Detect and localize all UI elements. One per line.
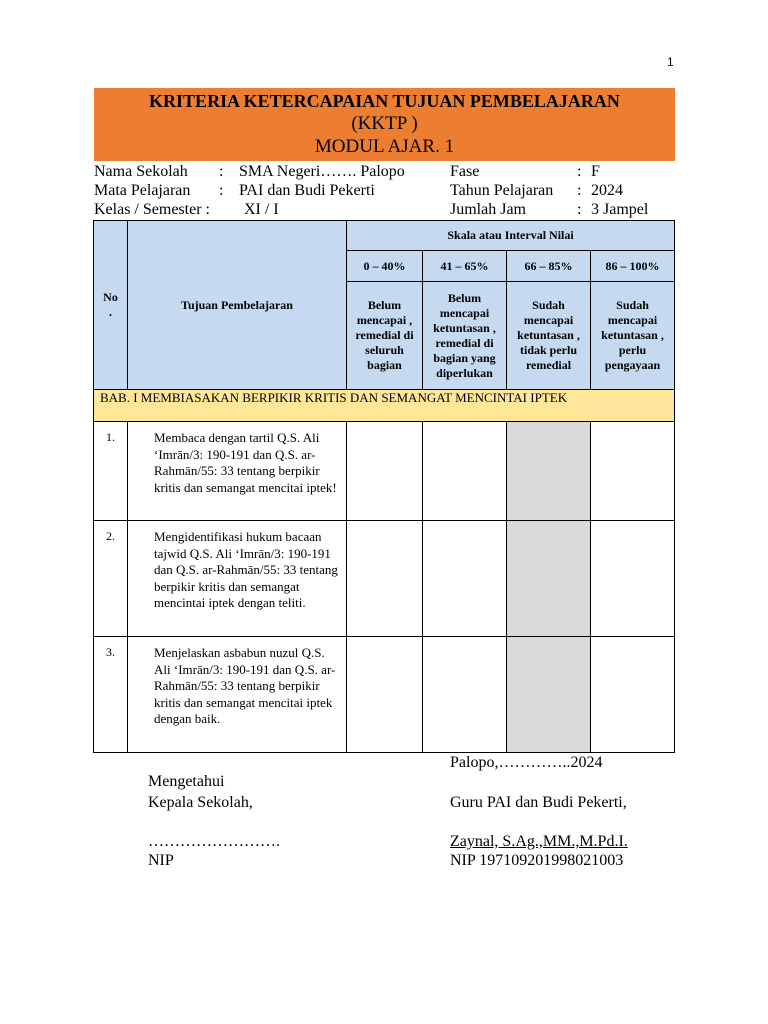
- header-range: 86 – 100%: [591, 251, 675, 282]
- info-subject-label: Mata Pelajaran: [94, 182, 191, 199]
- principal-nip: NIP: [148, 852, 174, 869]
- score-cell[interactable]: [591, 521, 675, 637]
- table-row: [94, 521, 675, 637]
- header-tujuan: Tujuan Pembelajaran: [128, 221, 347, 390]
- title-banner: [94, 88, 675, 161]
- teacher-name: Zaynal, S.Ag.,MM.,M.Pd.I.: [450, 833, 628, 850]
- info-school-sep: :: [219, 163, 224, 180]
- info-subject-sep: :: [219, 182, 224, 199]
- score-cell[interactable]: [423, 422, 507, 521]
- row-objective: Menjelaskan asbabun nuzul Q.S. Ali ‘Imrān/3: 190-191 dan Q.S. ar-Rahmān/55: 33 tentang berpikir kritis dan semangat mencitai iptek dengan baik.: [128, 637, 347, 753]
- place-date: Palopo,…………..2024: [450, 754, 603, 771]
- info-hours-sep: :: [577, 201, 582, 218]
- principal-name-placeholder: …………………….: [148, 833, 280, 850]
- header-range: 66 – 85%: [507, 251, 591, 282]
- info-class-label: Kelas / Semester :: [94, 201, 210, 218]
- row-objective: Mengidentifikasi hukum bacaan tajwid Q.S. Ali ‘Imrān/3: 190-191 dan Q.S. ar-Rahmān/55: 33 tentang berpikir kritis dan semangat mencintai iptek dengan teliti.: [128, 521, 347, 637]
- info-hours-label: Jumlah Jam: [450, 201, 526, 218]
- header-description: Belum mencapai ketuntasan , remedial di bagian yang diperlukan: [423, 282, 507, 390]
- score-cell[interactable]: [507, 637, 591, 753]
- header-description: Sudah mencapai ketuntasan , tidak perlu remedial: [507, 282, 591, 390]
- title-line-1: KRITERIA KETERCAPAIAN TUJUAN PEMBELAJARAN: [149, 91, 620, 111]
- info-subject-value: PAI dan Budi Pekerti: [239, 182, 375, 199]
- info-phase-label: Fase: [450, 163, 480, 180]
- info-year-sep: :: [577, 182, 582, 199]
- chapter-row: BAB. I MEMBIASAKAN BERPIKIR KRITIS DAN SEMANGAT MENCINTAI IPTEK: [94, 390, 675, 422]
- header-no: No .: [94, 221, 128, 390]
- score-cell[interactable]: [347, 637, 423, 753]
- row-number: 3.: [94, 637, 128, 753]
- score-cell[interactable]: [347, 521, 423, 637]
- info-school-label: Nama Sekolah: [94, 163, 188, 180]
- title-line-2: (KKTP ): [351, 113, 418, 134]
- teacher-nip: NIP 197109201998021003: [450, 852, 624, 869]
- score-cell[interactable]: [423, 637, 507, 753]
- score-cell[interactable]: [423, 521, 507, 637]
- score-cell[interactable]: [347, 422, 423, 521]
- title-line-3: MODUL AJAR. 1: [314, 136, 455, 157]
- header-scale: Skala atau Interval Nilai: [347, 221, 675, 251]
- score-cell[interactable]: [507, 521, 591, 637]
- row-objective: Membaca dengan tartil Q.S. Ali ‘Imrān/3: 190-191 dan Q.S. ar-Rahmān/55: 33 tentang berpikir kritis dan semangat mencitai iptek!: [128, 422, 347, 521]
- row-number: 1.: [94, 422, 128, 521]
- header-range: 41 – 65%: [423, 251, 507, 282]
- acknowledged-label: Mengetahui: [148, 773, 225, 790]
- row-number: 2.: [94, 521, 128, 637]
- page-number: 1: [667, 55, 674, 69]
- info-class-value: XI / I: [244, 201, 279, 218]
- principal-title: Kepala Sekolah,: [148, 794, 253, 811]
- info-school-value: SMA Negeri……. Palopo: [239, 163, 405, 180]
- header-description: Belum mencapai , remedial di seluruh bagian: [347, 282, 423, 390]
- score-cell[interactable]: [591, 422, 675, 521]
- header-description: Sudah mencapai ketuntasan , perlu pengayaan: [591, 282, 675, 390]
- table-row: [94, 422, 675, 521]
- info-year-label: Tahun Pelajaran: [450, 182, 554, 199]
- header-range: 0 – 40%: [347, 251, 423, 282]
- info-phase-sep: :: [577, 163, 582, 180]
- kktp-table: [93, 220, 675, 753]
- table-row: [94, 637, 675, 753]
- score-cell[interactable]: [591, 637, 675, 753]
- info-phase-value: F: [591, 163, 600, 180]
- info-hours-value: 3 Jampel: [591, 201, 649, 218]
- info-year-value: 2024: [591, 182, 623, 199]
- score-cell[interactable]: [507, 422, 591, 521]
- teacher-title: Guru PAI dan Budi Pekerti,: [450, 794, 627, 811]
